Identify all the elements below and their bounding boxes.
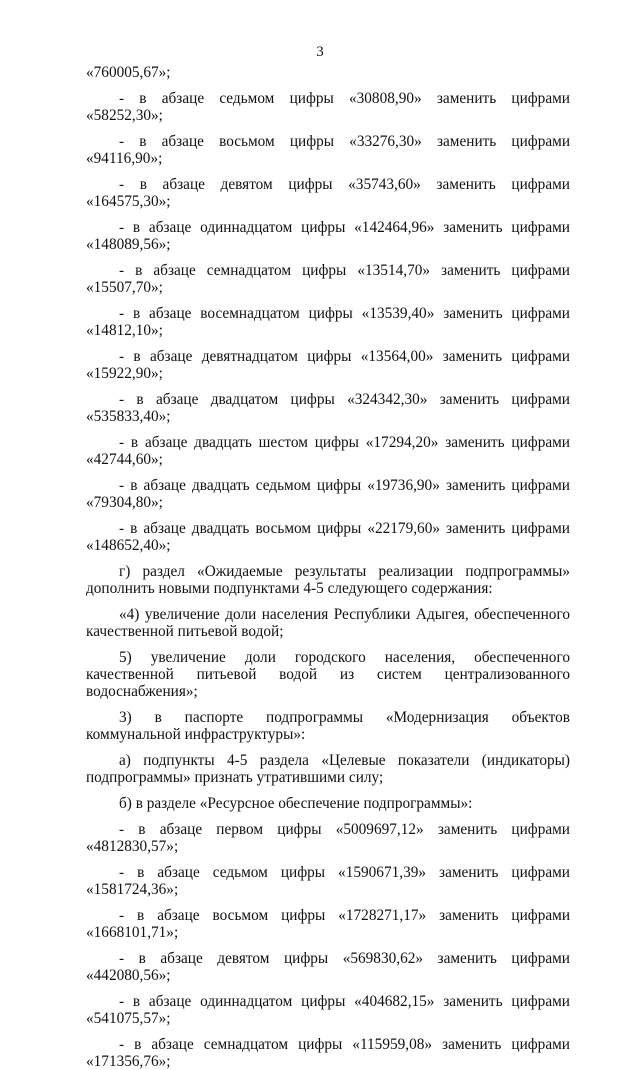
document-paragraph: а) подпункты 4-5 раздела «Целевые показатели (индикаторы) подпрограммы» признать утратившими силу; — [86, 752, 570, 786]
document-paragraph: - в абзаце первом цифры «5009697,12» заменить цифрами «4812830,57»; — [86, 821, 570, 855]
document-paragraph: - в абзаце седьмом цифры «30808,90» заменить цифрами «58252,30»; — [86, 90, 570, 124]
document-paragraph: - в абзаце восьмом цифры «1728271,17» заменить цифрами «1668101,71»; — [86, 907, 570, 941]
document-paragraph: - в абзаце двадцать шестом цифры «17294,20» заменить цифрами «42744,60»; — [86, 434, 570, 468]
document-paragraph: - в абзаце двадцать восьмом цифры «22179,60» заменить цифрами «148652,40»; — [86, 520, 570, 554]
document-paragraph: 3) в паспорте подпрограммы «Модернизация объектов коммунальной инфраструктуры»: — [86, 709, 570, 743]
document-paragraph: - в абзаце одиннадцатом цифры «142464,96» заменить цифрами «148089,56»; — [86, 219, 570, 253]
document-paragraph: - в абзаце девятом цифры «35743,60» заменить цифрами «164575,30»; — [86, 176, 570, 210]
document-paragraph: - в абзаце девятнадцатом цифры «13564,00» заменить цифрами «15922,90»; — [86, 348, 570, 382]
document-paragraph: - в абзаце двадцатом цифры «324342,30» заменить цифрами «535833,40»; — [86, 391, 570, 425]
document-paragraph: - в абзаце одиннадцатом цифры «404682,15» заменить цифрами «541075,57»; — [86, 993, 570, 1027]
page-number: 3 — [316, 44, 324, 60]
document-paragraph: «4) увеличение доли населения Республики Адыгея, обеспеченного качественной питьевой водой; — [86, 606, 570, 640]
document-paragraph: - в абзаце восемнадцатом цифры «13539,40» заменить цифрами «14812,10»; — [86, 305, 570, 339]
document-paragraph: г) раздел «Ожидаемые результаты реализации подпрограммы» дополнить новыми подпунктами 4-5 следующего содержания: — [86, 563, 570, 597]
document-paragraph: б) в разделе «Ресурсное обеспечение подпрограммы»: — [119, 795, 473, 812]
document-paragraph: - в абзаце семнадцатом цифры «115959,08» заменить цифрами «171356,76»; — [86, 1036, 570, 1070]
document-paragraph: - в абзаце восьмом цифры «33276,30» заменить цифрами «94116,90»; — [86, 133, 570, 167]
document-body — [86, 64, 570, 1070]
document-paragraph: - в абзаце двадцать седьмом цифры «19736,90» заменить цифрами «79304,80»; — [86, 477, 570, 511]
document-paragraph: - в абзаце семнадцатом цифры «13514,70» заменить цифрами «15507,70»; — [86, 262, 570, 296]
document-paragraph: - в абзаце девятом цифры «569830,62» заменить цифрами «442080,56»; — [86, 950, 570, 984]
document-paragraph: «760005,67»; — [86, 64, 171, 81]
document-paragraph: - в абзаце седьмом цифры «1590671,39» заменить цифрами «1581724,36»; — [86, 864, 570, 898]
document-paragraph: 5) увеличение доли городского населения, обеспеченного качественной питьевой водой из систем централизованного водоснабжения»; — [86, 649, 570, 700]
